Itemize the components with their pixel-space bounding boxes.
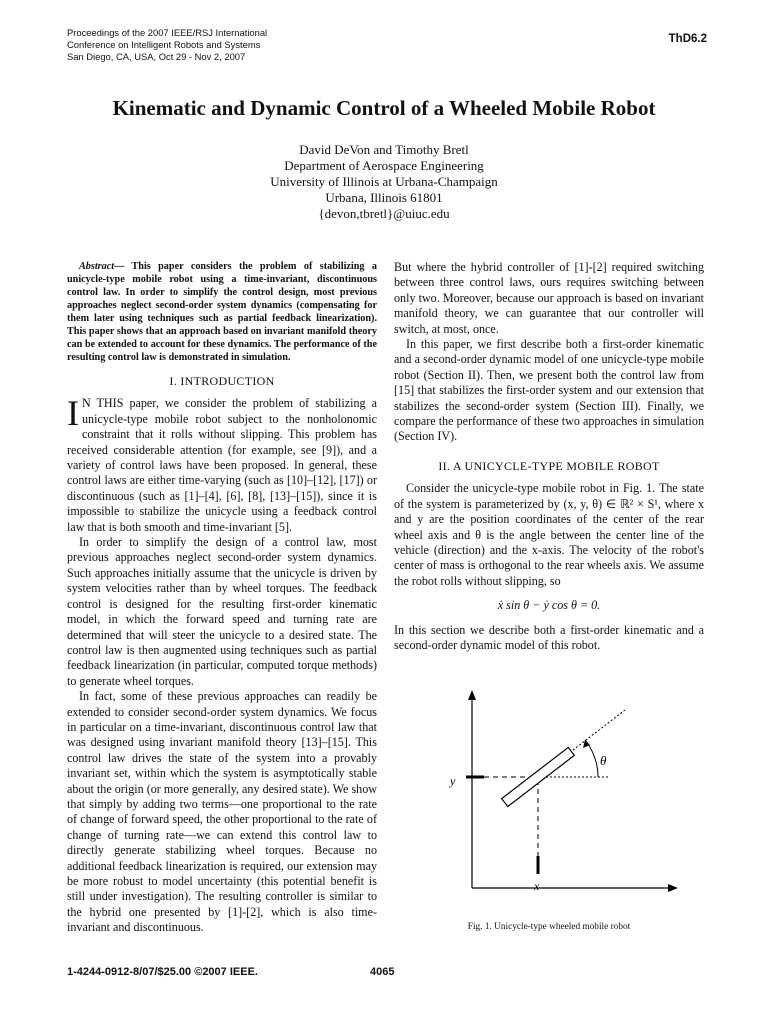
robot-figure [440,688,680,898]
author-department: Department of Aerospace Engineering [284,158,484,173]
x-axis-arrow [668,884,678,892]
nonholonomic-equation: ẋ sin θ − ẏ cos θ = 0. [497,598,601,613]
intro-paragraph-2: In order to simplify the design of a control law, most previous approaches neglect second-order system dynamics. Such approaches initially assume that the unicycle is driven by system velocities rather than by wheel torques. The feedback control is designed for the resulting first-order kinematic model, in which the forward speed and turning rate are determined that will steer the unicycle to a desired state. The control law is then augmented using techniques such as partial feedback linearization (in particular, computed torque methods) to generate wheel torques. [67,535,377,688]
author-email: {devon,tbretl}@uiuc.edu [318,206,450,221]
abstract-text: — This paper considers the problem of stabilizing a unicycle-type mobile robot using a time-invariant, discontinuous control law. In order to simplify the control design, most previous approaches neglect second-order system dynamics (compensating for them later using techniques such as partial feedback linearization). This paper shows that an approach based on invariant manifold theory can be extended to account for these dynamics. The performance of the resulting control law is demonstrated in simulation. [67,261,377,363]
section-1-heading: I. INTRODUCTION [169,374,275,388]
page-number: 4065 [370,966,395,978]
theta-label: θ [600,753,607,768]
right-column [394,260,704,653]
proceedings-line-1: Proceedings of the 2007 IEEE/RSJ International [67,27,268,38]
intro-paragraph-1 [67,393,377,535]
section-2-paragraph-1: Consider the unicycle-type mobile robot in Fig. 1. The state of the system is parameterized by (x, y, θ) ∈ ℝ² × S¹, where x and y are the position coordinates of the center of the rear wheel axis and θ is the angle between the center line of the vehicle (direction) and the x-axis. The velocity of the robot's center of mass is orthogonal to the rear wheels axis. We assume the robot rolls without slipping, so [394,481,704,588]
section-2-heading: II. A UNICYCLE-TYPE MOBILE ROBOT [438,458,660,473]
author-university: University of Illinois at Urbana-Champaign [270,174,498,189]
intro-paragraph-5: In this paper, we first describe both a first-order kinematic and a second-order dynamic model of one unicycle-type mobile robot (Section II). Then, we present both the control law from [15] that stabilizes the first-order system and our extension that stabilizes the second-order system (Section III). Finally, we compare the performance of these two approaches in simulation (Section IV). [394,337,704,444]
proceedings-line-3: San Diego, CA, USA, Oct 29 - Nov 2, 2007 [67,51,246,62]
session-code: ThD6.2 [668,33,707,45]
left-column [67,260,377,936]
copyright-notice: 1-4244-0912-8/07/$25.00 ©2007 IEEE. [67,966,258,978]
x-label: x [534,879,540,893]
figure-caption: Fig. 1. Unicycle-type wheeled mobile robot [467,922,631,932]
abstract-label: Abstract [79,261,115,272]
author-names: David DeVon and Timothy Bretl [299,142,469,157]
intro-p1-text: paper, we consider the problem of stabilizing a unicycle-type mobile robot subject to the nonholonomic constraint that it rolls without slipping. This problem has received considerable attention (for example, see [9]), and a variety of control laws have been proposed. In general, these control laws are either time-varying (such as [10]–[12], [17]) or discontinuous (such as [1]–[4], [6], [8], [13]–[15]), since it is impossible to stabilize the unicycle using a feedback control law that is both smooth and time-invariant [5]. [67,396,377,534]
drop-cap: I [67,393,79,434]
page-footer [67,966,707,982]
section-2-paragraph-2: In this section we describe both a first-order kinematic and a second-order dynamic model of this robot. [394,622,704,652]
proceedings-line-2: Conference on Intelligent Robots and Systems [67,39,261,50]
author-block [0,142,768,222]
intro-paragraph-3: In fact, some of these previous approaches can readily be extended to consider second-order system dynamics. We focus in particular on a time-invariant, discontinuous control law that was designed using invariant manifold theory [13]–[15]. This control law drives the state of the system into a provably invariant set, within which the system is asymptotically stable about the origin (or more generally, any desired state). We show that simply by adding two terms—one proportional to the rate of change of forward speed, the other proportional to the rate of change of turning rate—we can extend this control law to directly generate stabilizing wheel torques. Because no additional feedback linearization is required, our extension may be more robust to model uncertainty (this potential benefit is still under investigation). The resulting controller is similar to the hybrid one presented by [1]-[2], which is also time-invariant and discontinuous. [67,689,377,935]
intro-paragraph-4: But where the hybrid controller of [1]-[2] required switching between three control laws, ours requires switching between only two. Moreover, because our approach is based on invariant manifold theory, we can guarantee that our controller will switch, at most, once. [394,260,704,336]
abstract [67,260,377,364]
author-city: Urbana, Illinois 61801 [325,190,443,205]
y-label: y [450,774,456,788]
paper-title: Kinematic and Dynamic Control of a Wheeled Mobile Robot [112,96,656,120]
y-axis-arrow [468,690,476,700]
intro-small-caps: N THIS [82,396,124,411]
proceedings-header [67,27,707,63]
